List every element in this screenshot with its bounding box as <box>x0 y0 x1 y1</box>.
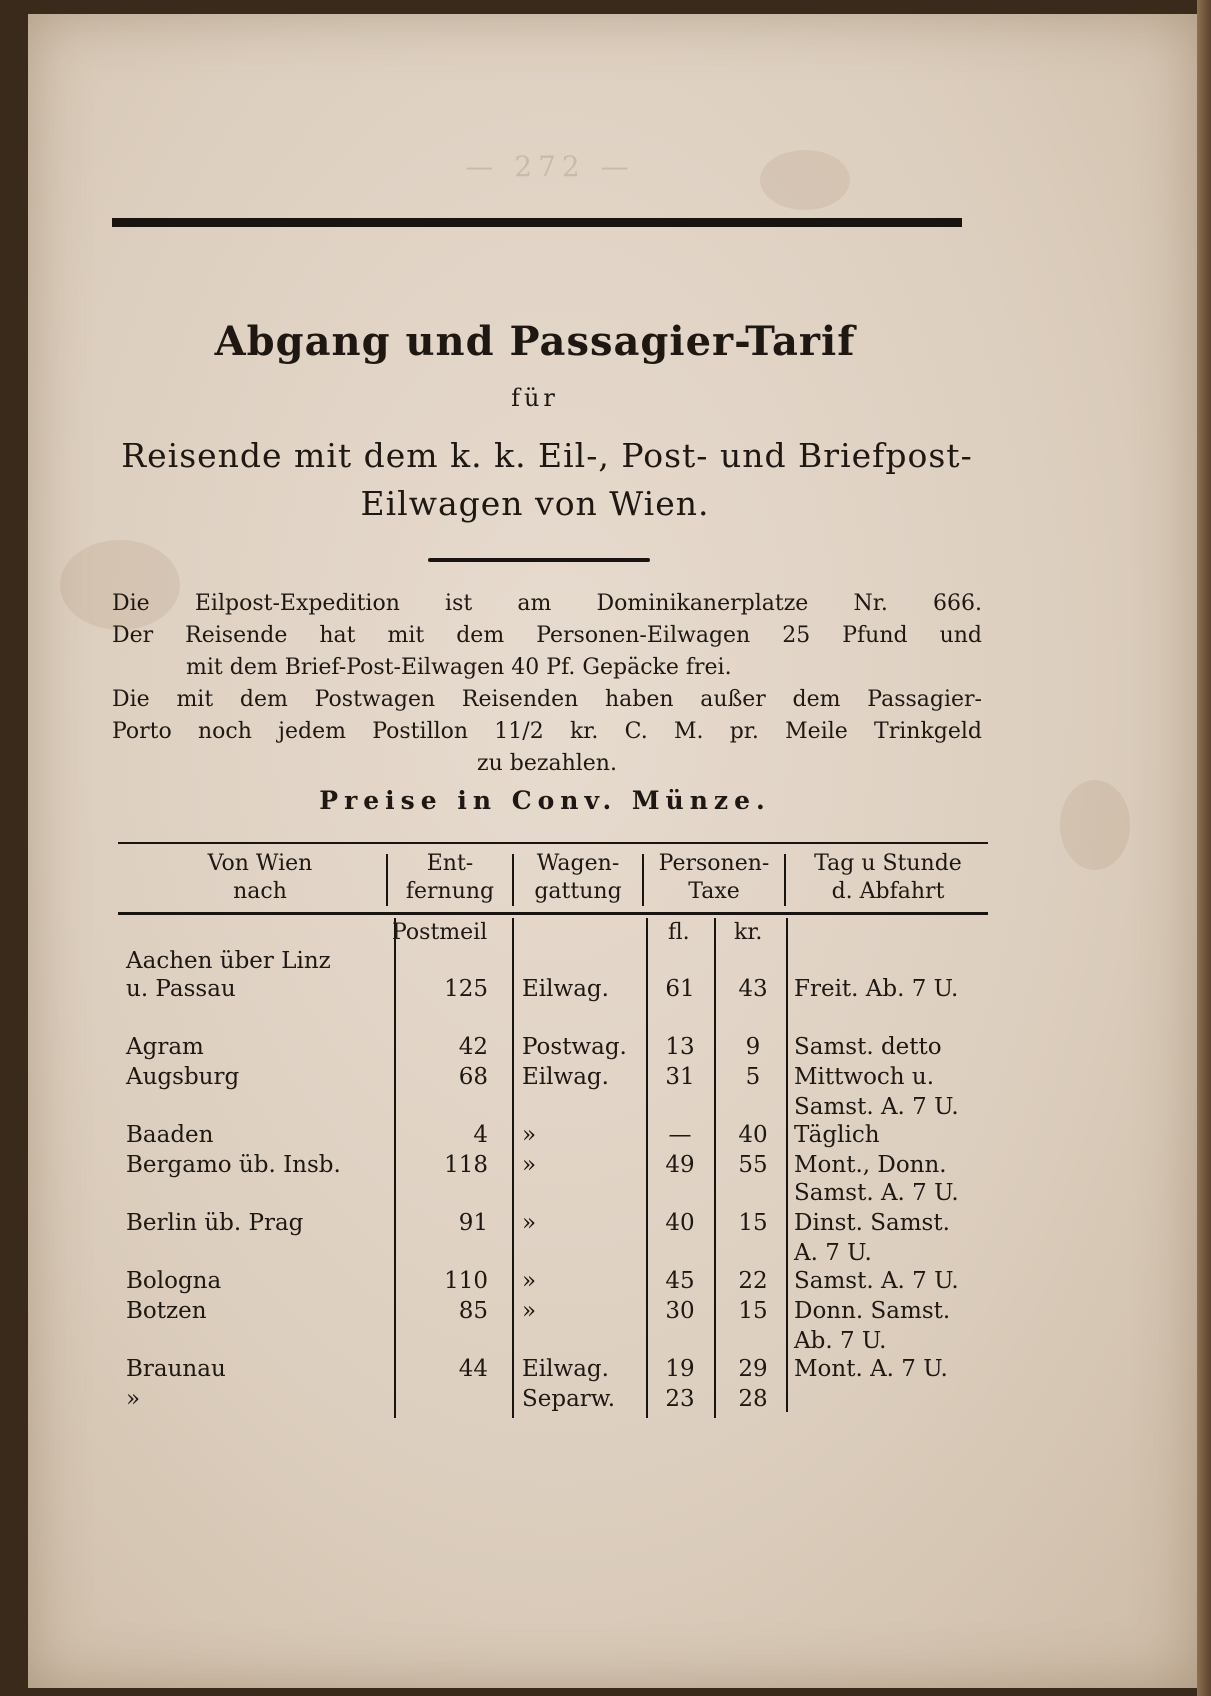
cell-fl: 30 <box>665 1298 695 1324</box>
cell-kr: 55 <box>738 1152 768 1178</box>
cell-dest: u. Passau <box>126 976 236 1002</box>
table-row <box>0 1180 1100 1210</box>
cell-kr: 15 <box>738 1210 768 1236</box>
header-destination: Von Wien nach <box>207 851 313 904</box>
cell-dest: Baaden <box>126 1122 214 1148</box>
cell-day: A. 7 U. <box>794 1240 872 1266</box>
header-divider <box>784 854 786 906</box>
unit-kreuzer: kr. <box>734 920 763 945</box>
cell-type: » <box>522 1122 537 1148</box>
cell-type: » <box>522 1210 537 1236</box>
cell-dist: 44 <box>458 1356 488 1382</box>
cell-dest: Bergamo üb. Insb. <box>126 1152 341 1178</box>
cell-dist: 118 <box>444 1152 488 1178</box>
header-fare: Personen- Taxe <box>658 851 770 904</box>
cell-dist: 91 <box>458 1210 488 1236</box>
cell-day: Mont. A. 7 U. <box>794 1356 948 1382</box>
cell-kr: 15 <box>738 1298 768 1324</box>
cell-day: Samst. detto <box>794 1034 942 1060</box>
cell-fl: 31 <box>665 1064 695 1090</box>
note-line: Der Reisende hat mit dem Personen-Eilwagen 25 Pfund und <box>112 623 982 648</box>
header-rule <box>112 218 962 227</box>
table-row <box>0 1356 1100 1386</box>
header-divider <box>512 854 514 906</box>
cell-day: Samst. A. 7 U. <box>794 1094 959 1120</box>
unit-gulden: fl. <box>668 920 690 945</box>
header-divider <box>642 854 644 906</box>
cell-kr: 9 <box>745 1034 761 1060</box>
cell-dest: Botzen <box>126 1298 207 1324</box>
cell-kr: 43 <box>738 976 768 1002</box>
title-fuer: für <box>511 384 559 412</box>
table-row <box>0 1064 1100 1094</box>
cell-type: » <box>522 1268 537 1294</box>
cell-kr: 5 <box>745 1064 761 1090</box>
cell-dist: 42 <box>458 1034 488 1060</box>
cell-kr: 28 <box>738 1386 768 1412</box>
cell-dist: 110 <box>444 1268 488 1294</box>
cell-day: Ab. 7 U. <box>794 1328 887 1354</box>
page-title: Abgang und Passagier-Tarif <box>214 318 856 365</box>
unit-postmeil: Postmeil <box>392 920 488 945</box>
header-vehicle-type: Wagen- gattung <box>534 851 622 904</box>
table-top-rule <box>118 842 988 844</box>
currency-heading: Preise in Conv. Münze. <box>319 786 771 815</box>
cell-kr: 22 <box>738 1268 768 1294</box>
table-row <box>0 976 1100 1006</box>
header-departure: Tag u Stunde d. Abfahrt <box>814 851 962 904</box>
cell-dest: Bologna <box>126 1268 222 1294</box>
table-row <box>0 1034 1100 1064</box>
cell-type: Eilwag. <box>522 976 609 1002</box>
cell-dest: » <box>126 1386 141 1412</box>
cell-dest: Augsburg <box>126 1064 240 1090</box>
cell-dest: Agram <box>126 1034 204 1060</box>
cell-day: Täglich <box>794 1122 880 1148</box>
table-row <box>0 948 1100 978</box>
cell-type: Eilwag. <box>522 1064 609 1090</box>
ornamental-rule <box>428 558 650 562</box>
note-line: Die Eilpost-Expedition ist am Dominikanerplatze Nr. 666. <box>112 591 982 616</box>
page-number-bleed: — 272 — <box>465 150 635 183</box>
cell-fl: 40 <box>665 1210 695 1236</box>
cell-fl: — <box>668 1122 692 1148</box>
cell-day: Mittwoch u. <box>794 1064 935 1090</box>
cell-dest: Braunau <box>126 1356 226 1382</box>
cell-fl: 13 <box>665 1034 695 1060</box>
note-line: zu bezahlen. <box>477 751 617 776</box>
cell-dist: 4 <box>473 1122 488 1148</box>
cell-kr: 40 <box>738 1122 768 1148</box>
note-line: Die mit dem Postwagen Reisenden haben außer dem Passagier- <box>112 687 982 712</box>
table-row <box>0 1268 1100 1298</box>
table-row <box>0 1152 1100 1182</box>
cell-dest: Berlin üb. Prag <box>126 1210 304 1236</box>
table-row <box>0 1122 1100 1152</box>
table-row <box>0 1386 1100 1416</box>
subtitle-line-1: Reisende mit dem k. k. Eil-, Post- und Briefpost- <box>121 436 973 475</box>
table-row <box>0 1210 1100 1240</box>
cell-fl: 61 <box>665 976 695 1002</box>
cell-day: Mont., Donn. <box>794 1152 947 1178</box>
cell-day: Freit. Ab. 7 U. <box>794 976 959 1002</box>
cell-day: Samst. A. 7 U. <box>794 1180 959 1206</box>
cell-day: Samst. A. 7 U. <box>794 1268 959 1294</box>
table-row <box>0 1240 1100 1270</box>
cell-type: » <box>522 1152 537 1178</box>
table-row <box>0 1094 1100 1124</box>
cell-fl: 45 <box>665 1268 695 1294</box>
cell-type: Separw. <box>522 1386 616 1412</box>
note-line: Porto noch jedem Postillon 11/2 kr. C. M. pr. Meile Trinkgeld <box>112 719 982 744</box>
cell-fl: 19 <box>665 1356 695 1382</box>
note-line: mit dem Brief-Post-Eilwagen 40 Pf. Gepäcke frei. <box>186 655 732 680</box>
cell-day: Dinst. Samst. <box>794 1210 950 1236</box>
cell-fl: 23 <box>665 1386 695 1412</box>
table-row <box>0 1328 1100 1358</box>
table-row <box>0 1298 1100 1328</box>
cell-type: » <box>522 1298 537 1324</box>
cell-type: Eilwag. <box>522 1356 609 1382</box>
cell-dist: 85 <box>458 1298 488 1324</box>
table-header-rule <box>118 912 988 915</box>
notes-block <box>112 588 982 780</box>
header-divider <box>386 854 388 906</box>
header-distance: Ent- fernung <box>405 851 495 904</box>
cell-dest: Aachen über Linz <box>126 948 331 974</box>
page-edge <box>1197 0 1211 1696</box>
cell-type: Postwag. <box>522 1034 627 1060</box>
cell-day: Donn. Samst. <box>794 1298 951 1324</box>
cell-dist: 125 <box>444 976 488 1002</box>
cell-dist: 68 <box>458 1064 488 1090</box>
cell-kr: 29 <box>738 1356 768 1382</box>
subtitle-line-2: Eilwagen von Wien. <box>360 484 710 523</box>
cell-fl: 49 <box>665 1152 695 1178</box>
